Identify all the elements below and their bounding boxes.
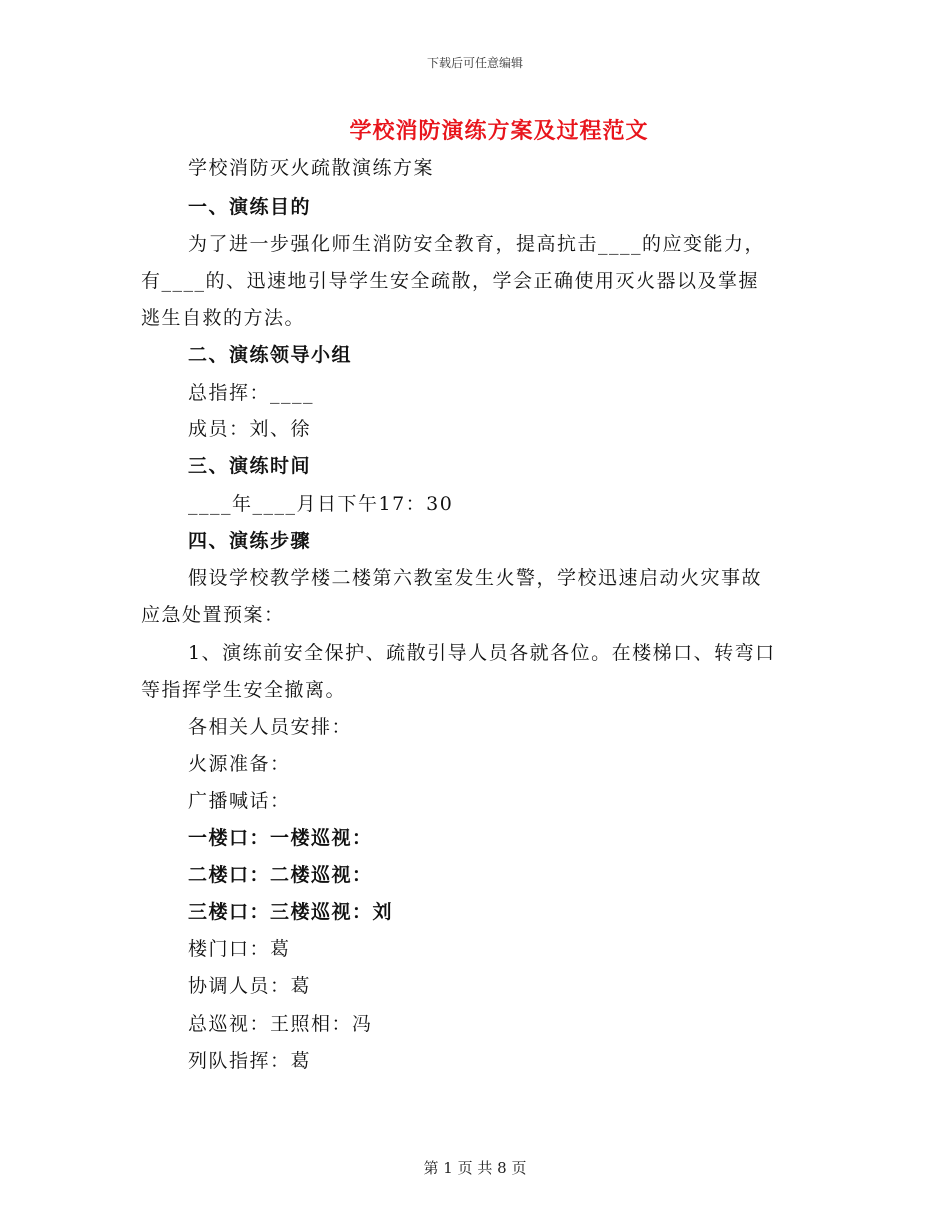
body-line: 广播喊话：: [188, 790, 291, 812]
body-line: 学校消防灭火疏散演练方案: [188, 157, 435, 179]
body-line: ____年____月日下午17：30: [188, 493, 454, 515]
body-line: 逃生自救的方法。: [141, 307, 306, 329]
section-heading: 二、演练领导小组: [188, 344, 353, 366]
body-line: 各相关人员安排：: [188, 716, 353, 738]
body-line: 协调人员：葛: [188, 975, 312, 997]
body-line: 假设学校教学楼二楼第六教室发生火警，学校迅速启动火灾事故: [188, 567, 763, 589]
section-heading: 一、演练目的: [188, 196, 312, 218]
body-line: 有____的、迅速地引导学生安全疏散，学会正确使用灭火器以及掌握: [141, 270, 760, 292]
body-line: 成员：刘、徐: [188, 418, 312, 440]
body-line: 1、演练前安全保护、疏散引导人员各就各位。在楼梯口、转弯口: [188, 642, 776, 664]
section-heading: 三、演练时间: [188, 455, 312, 477]
section-heading: 四、演练步骤: [188, 530, 312, 552]
body-line: 火源准备：: [188, 753, 291, 775]
body-line: 楼门口：葛: [188, 938, 291, 960]
header-note: 下载后可任意编辑: [426, 56, 523, 70]
body-line: 应急处置预案：: [141, 604, 285, 626]
body-line: 总巡视：王照相：冯: [188, 1013, 373, 1035]
body-line: 三楼口：三楼巡视：刘: [188, 901, 394, 923]
body-line: 二楼口：二楼巡视：: [188, 864, 373, 886]
body-line: 为了进一步强化师生消防安全教育，提高抗击____的应变能力，: [188, 233, 766, 255]
body-line: 一楼口：一楼巡视：: [188, 827, 373, 849]
body-line: 列队指挥：葛: [188, 1050, 312, 1072]
body-line: 等指挥学生安全撤离。: [141, 679, 347, 701]
page-number: 第 1 页 共 8 页: [423, 1159, 527, 1177]
body-line: 总指挥：____: [188, 382, 315, 404]
document-title: 学校消防演练方案及过程范文: [349, 118, 649, 144]
